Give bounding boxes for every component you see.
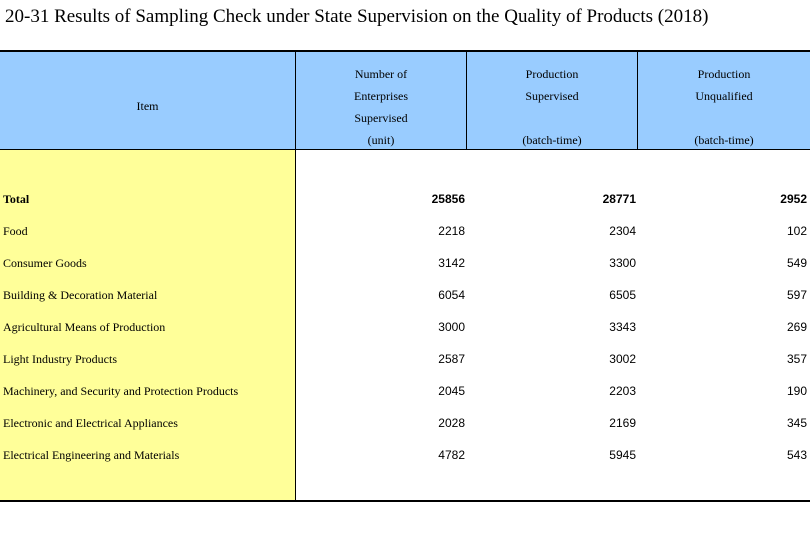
header-production-unqualified <box>638 52 810 149</box>
cell-enterprises: 25856 <box>431 192 465 206</box>
header-enterprises-line: Enterprises <box>354 89 408 103</box>
cell-supervised: 3343 <box>609 320 636 334</box>
row-label: Electrical Engineering and Materials <box>3 448 180 462</box>
table-row <box>0 286 810 306</box>
table-row <box>0 318 810 338</box>
cell-unqualified: 357 <box>786 352 807 366</box>
table-row <box>0 414 810 434</box>
header-enterprises-line: Number of <box>354 67 408 81</box>
row-label: Agricultural Means of Production <box>3 320 166 334</box>
table-row-total <box>0 190 810 210</box>
cell-enterprises: 3000 <box>438 320 465 334</box>
cell-supervised: 2203 <box>609 384 636 398</box>
cell-enterprises: 6054 <box>438 288 465 302</box>
header-enterprises <box>296 52 467 149</box>
table-row <box>0 222 810 242</box>
cell-enterprises: 3142 <box>438 256 465 270</box>
row-label: Total <box>3 192 30 206</box>
bottom-rule <box>0 500 810 502</box>
cell-unqualified: 597 <box>786 288 807 302</box>
cell-enterprises: 2587 <box>438 352 465 366</box>
table-header <box>0 52 810 150</box>
table-row <box>0 254 810 274</box>
cell-supervised: 28771 <box>602 192 636 206</box>
cell-unqualified: 345 <box>786 416 807 430</box>
cell-unqualified: 269 <box>786 320 807 334</box>
cell-supervised: 2304 <box>609 224 636 238</box>
cell-supervised: 3300 <box>609 256 636 270</box>
cell-enterprises: 2045 <box>438 384 465 398</box>
cell-enterprises: 2218 <box>438 224 465 238</box>
header-supervised-line: Production <box>525 67 579 81</box>
row-label: Electronic and Electrical Appliances <box>3 416 178 430</box>
cell-supervised: 3002 <box>609 352 636 366</box>
row-label: Machinery, and Security and Protection Products <box>3 384 239 398</box>
cell-unqualified: 543 <box>786 448 807 462</box>
page-title: 20-31 Results of Sampling Check under State Supervision on the Quality of Products (2018) <box>5 6 709 27</box>
table-row <box>0 350 810 370</box>
cell-enterprises: 2028 <box>438 416 465 430</box>
header-enterprises-line: Supervised <box>354 111 408 125</box>
cell-enterprises: 4782 <box>438 448 465 462</box>
header-unqualified-unit: (batch-time) <box>694 133 754 147</box>
cell-unqualified: 102 <box>786 224 807 238</box>
header-supervised-line: Supervised <box>525 89 579 103</box>
row-label: Light Industry Products <box>3 352 117 366</box>
header-enterprises-unit: (unit) <box>367 133 395 147</box>
header-supervised-unit: (batch-time) <box>522 133 582 147</box>
header-production-supervised <box>467 52 638 149</box>
row-label: Consumer Goods <box>3 256 87 270</box>
cell-unqualified: 549 <box>786 256 807 270</box>
header-item <box>0 52 296 149</box>
cell-supervised: 5945 <box>609 448 636 462</box>
cell-supervised: 6505 <box>609 288 636 302</box>
cell-unqualified: 2952 <box>780 192 807 206</box>
header-unqualified-line: Unqualified <box>695 89 753 103</box>
row-label: Food <box>3 224 28 238</box>
row-label: Building & Decoration Material <box>3 288 158 302</box>
table-row <box>0 446 810 466</box>
table-row <box>0 382 810 402</box>
cell-supervised: 2169 <box>609 416 636 430</box>
cell-unqualified: 190 <box>786 384 807 398</box>
header-item-label: Item <box>136 99 159 113</box>
header-unqualified-line: Production <box>697 67 751 81</box>
